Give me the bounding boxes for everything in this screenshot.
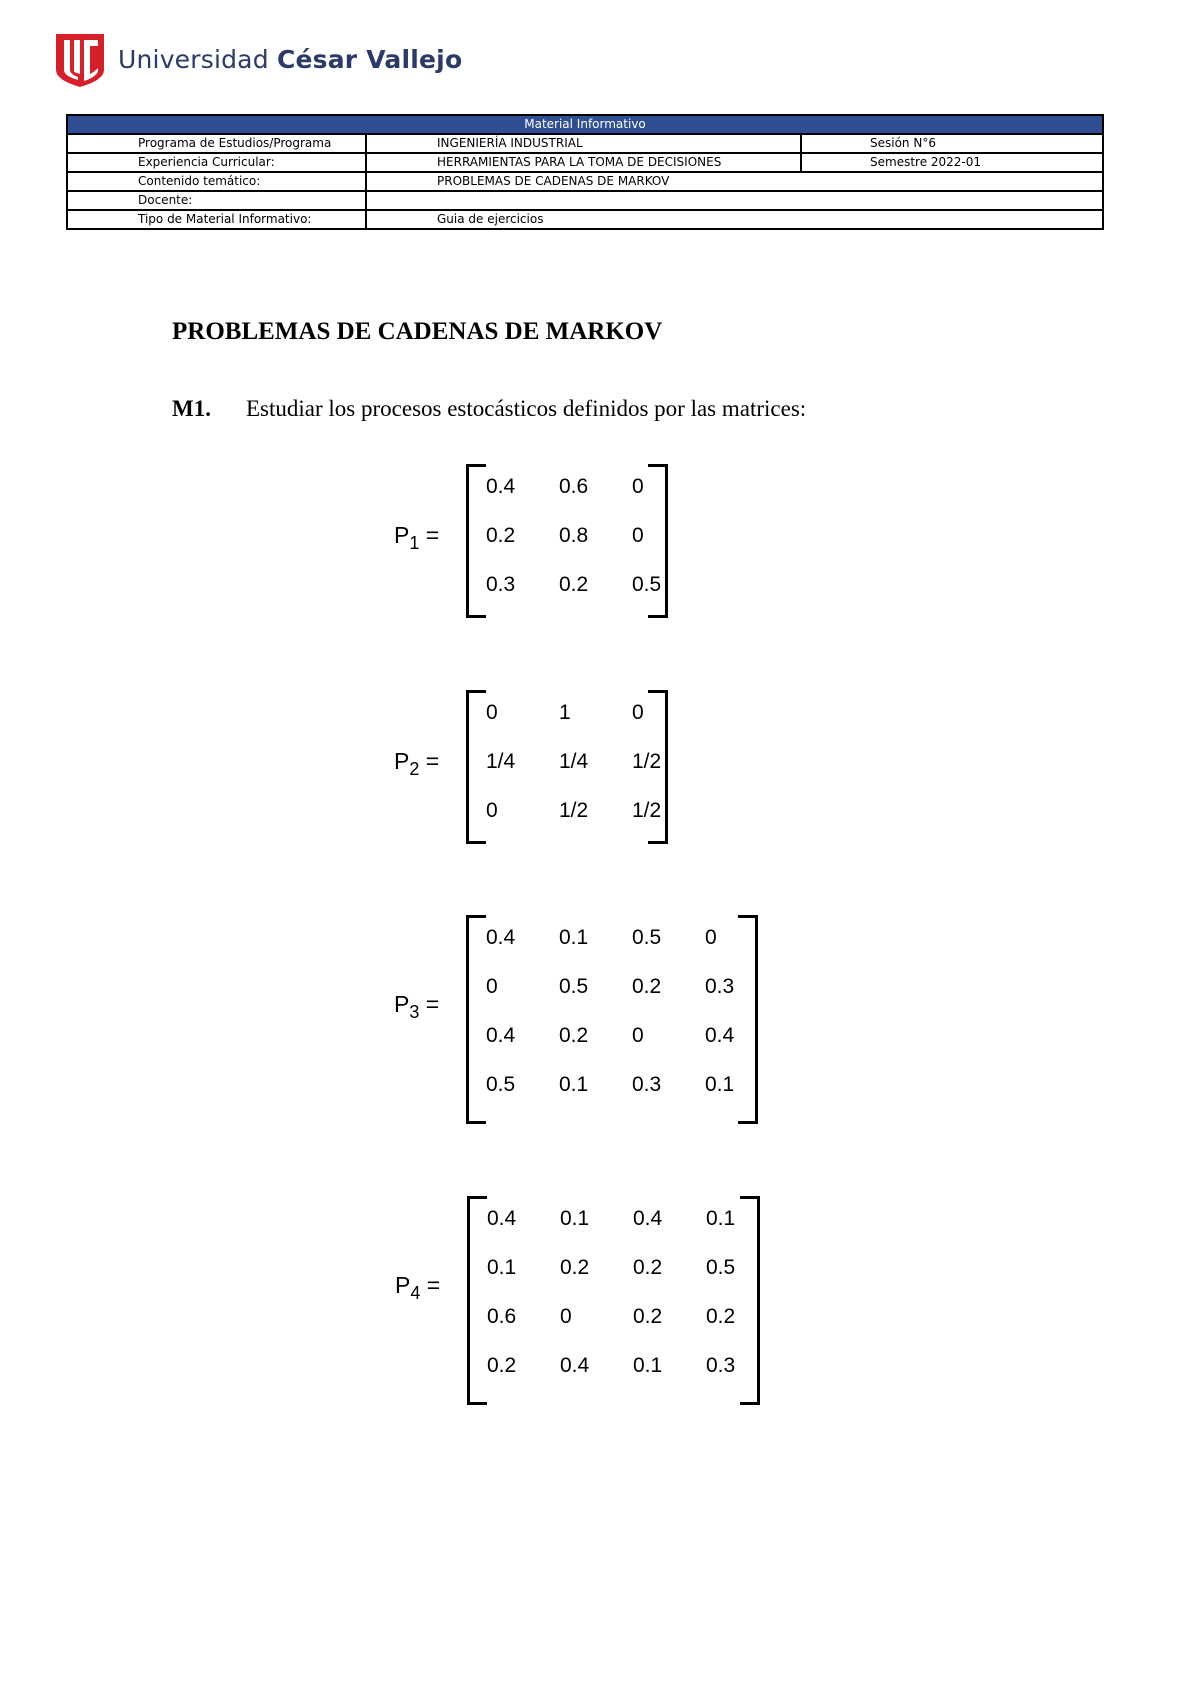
course-value: HERRAMIENTAS PARA LA TOMA DE DECISIONES bbox=[366, 153, 801, 172]
matrix-cell: 1/4 bbox=[486, 750, 516, 773]
matrix-left-bracket bbox=[466, 690, 486, 844]
matrix-cell: 0.5 bbox=[559, 975, 589, 998]
matrix-left-bracket bbox=[467, 1196, 487, 1405]
matrix-cell: 0.4 bbox=[486, 475, 516, 498]
matrix-cell: 0 bbox=[632, 475, 644, 498]
matrix-cell: 0.5 bbox=[632, 926, 662, 949]
session-value: Sesión N°6 bbox=[801, 134, 1103, 153]
matrix-right-bracket bbox=[740, 1196, 760, 1405]
problem-statement bbox=[172, 396, 806, 422]
matrix-left-bracket bbox=[466, 464, 486, 618]
matrix-cell: 0.5 bbox=[486, 1073, 516, 1096]
matrix-cell: 0.1 bbox=[633, 1354, 663, 1377]
university-name-light: Universidad bbox=[118, 44, 269, 74]
teacher-label: Docente: bbox=[67, 191, 366, 210]
matrix-cell: 0.2 bbox=[633, 1305, 663, 1328]
matrix-label: $P_2$ = bbox=[394, 748, 440, 779]
matrix-cell: 0.2 bbox=[559, 1024, 589, 1047]
matrix-cell: 0.2 bbox=[560, 1256, 590, 1279]
matrix-cell: 0 bbox=[632, 701, 644, 724]
matrix-cell: 0.4 bbox=[487, 1207, 517, 1230]
matrix-cell: 0.4 bbox=[633, 1207, 663, 1230]
matrix-cell: 0.1 bbox=[559, 926, 589, 949]
semester-value: Semestre 2022-01 bbox=[801, 153, 1103, 172]
problem-number: M1. bbox=[172, 396, 211, 421]
matrix-cell: 0.1 bbox=[487, 1256, 517, 1279]
matrix-cell: 0 bbox=[705, 926, 717, 949]
matrix-cell: 1/2 bbox=[632, 799, 662, 822]
matrix-cell: 0.1 bbox=[705, 1073, 735, 1096]
matrix-cell: 0 bbox=[486, 975, 498, 998]
matrix-cell: 0 bbox=[632, 524, 644, 547]
matrix-cell: 1 bbox=[559, 701, 571, 724]
matrix-cell: 0.2 bbox=[633, 1256, 663, 1279]
problem-text: Estudiar los procesos estocásticos definidos por las matrices: bbox=[246, 396, 807, 421]
program-value: INGENIERÍA INDUSTRIAL bbox=[366, 134, 801, 153]
matrix-cell: 0 bbox=[560, 1305, 572, 1328]
matrix-cell: 0.1 bbox=[559, 1073, 589, 1096]
matrix-cell: 0.4 bbox=[560, 1354, 590, 1377]
matrix-cell: 0.4 bbox=[486, 1024, 516, 1047]
topic-value: PROBLEMAS DE CADENAS DE MARKOV bbox=[366, 172, 1103, 191]
teacher-value bbox=[366, 191, 1103, 210]
matrix-cell: 0.3 bbox=[705, 975, 735, 998]
matrix-cell: 0 bbox=[486, 799, 498, 822]
matrix-cell: 0.5 bbox=[706, 1256, 736, 1279]
matrix-cell: 1/4 bbox=[559, 750, 589, 773]
matrix-label: $P_1$ = bbox=[394, 522, 440, 553]
university-shield-icon bbox=[54, 30, 106, 88]
matrix-cell: 0.4 bbox=[705, 1024, 735, 1047]
matrix-label: $P_4$ = bbox=[395, 1272, 441, 1303]
university-name bbox=[118, 45, 462, 74]
matrix-cell: 0.3 bbox=[632, 1073, 662, 1096]
matrix-cell: 0.3 bbox=[706, 1354, 736, 1377]
material-info-table bbox=[66, 114, 1104, 230]
matrix-cell: 1/2 bbox=[559, 799, 589, 822]
matrix-cell: 0.2 bbox=[559, 573, 589, 596]
matrix-left-bracket bbox=[466, 915, 486, 1124]
matrix-cell: 0 bbox=[632, 1024, 644, 1047]
matrix-cell: 0.1 bbox=[706, 1207, 736, 1230]
matrix-label: $P_3$ = bbox=[394, 991, 440, 1022]
document-title: PROBLEMAS DE CADENAS DE MARKOV bbox=[172, 318, 663, 345]
program-label: Programa de Estudios/Programa bbox=[67, 134, 366, 153]
material-type-value: Guia de ejercicios bbox=[366, 210, 1103, 229]
matrix-cell: 0.6 bbox=[559, 475, 589, 498]
matrix-cell: 0.2 bbox=[487, 1354, 517, 1377]
matrix-cell: 0.1 bbox=[560, 1207, 590, 1230]
matrix-cell: 0.6 bbox=[487, 1305, 517, 1328]
material-type-label: Tipo de Material Informativo: bbox=[67, 210, 366, 229]
matrix-cell: 0.3 bbox=[486, 573, 516, 596]
matrix-cell: 0.5 bbox=[632, 573, 662, 596]
matrix-cell: 0.2 bbox=[632, 975, 662, 998]
university-logo bbox=[54, 30, 462, 88]
matrix-cell: 1/2 bbox=[632, 750, 662, 773]
topic-label: Contenido temático: bbox=[67, 172, 366, 191]
matrix-cell: 0.4 bbox=[486, 926, 516, 949]
matrix-cell: 0.2 bbox=[706, 1305, 736, 1328]
matrix-cell: 0.8 bbox=[559, 524, 589, 547]
material-info-title: Material Informativo bbox=[67, 115, 1103, 134]
matrix-cell: 0.2 bbox=[486, 524, 516, 547]
matrix-right-bracket bbox=[738, 915, 758, 1124]
course-label: Experiencia Curricular: bbox=[67, 153, 366, 172]
university-name-bold: César Vallejo bbox=[276, 44, 463, 74]
matrix-cell: 0 bbox=[486, 701, 498, 724]
